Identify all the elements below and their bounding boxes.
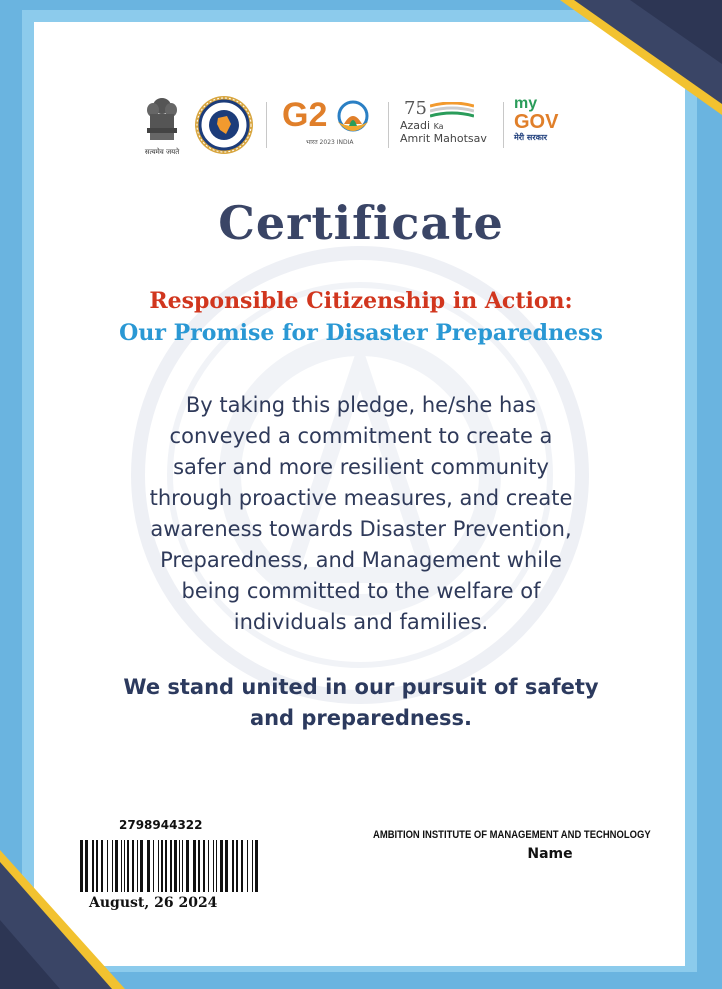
barcode-bar <box>115 840 118 892</box>
barcode-bar <box>153 840 154 892</box>
mygov-caption: मेरी सरकार <box>514 133 548 142</box>
tricolour-stripes-icon <box>430 102 474 118</box>
barcode-bar <box>241 840 243 892</box>
barcode-bar <box>137 840 138 892</box>
logo-divider <box>266 102 267 148</box>
institute-name: AMBITION INSTITUTE OF MANAGEMENT AND TECHNOLOGY <box>373 829 651 841</box>
barcode-bar <box>247 840 248 892</box>
barcode-bar <box>112 840 113 892</box>
emblem-caption: सत्यमेव जयते <box>144 148 180 156</box>
g20-caption: भारत 2023 INDIA <box>306 139 354 146</box>
g20-logo <box>282 98 378 158</box>
barcode-bar <box>186 840 189 892</box>
body-line: By taking this pledge, he/she has <box>185 393 537 417</box>
barcode-bar <box>124 840 125 892</box>
barcode-bar <box>216 840 217 892</box>
certificate-date: August, 26 2024 <box>89 895 218 911</box>
body-line: through proactive measures, and create <box>149 486 573 510</box>
ndma-seal-logo <box>193 94 255 156</box>
barcode-bar <box>174 840 177 892</box>
closing-statement <box>80 672 642 734</box>
body-line: being committed to the welfare of <box>181 579 541 603</box>
body-line: individuals and families. <box>233 610 489 634</box>
barcode-bar <box>158 840 159 892</box>
lion-capital-icon <box>140 96 184 142</box>
barcode-bar <box>161 840 163 892</box>
g20-text: G2 <box>282 96 328 134</box>
barcode-bar <box>255 840 258 892</box>
barcode-bar <box>147 840 150 892</box>
barcode-bar <box>170 840 172 892</box>
barcode-bar <box>220 840 223 892</box>
barcode-bar <box>121 840 122 892</box>
certificate-number: 2798944322 <box>119 818 203 832</box>
barcode-bar <box>198 840 200 892</box>
closing-line: We stand united in our pursuit of safety <box>123 675 599 699</box>
barcode-bar <box>107 840 108 892</box>
mygov-logo <box>514 96 584 156</box>
barcode-bar <box>203 840 205 892</box>
barcode-bar <box>179 840 180 892</box>
logo-divider <box>503 102 504 148</box>
closing-line: and preparedness. <box>249 706 473 730</box>
azadi-number: 75 <box>404 98 427 119</box>
national-emblem-logo <box>140 96 184 156</box>
barcode-bar <box>92 840 94 892</box>
azadi-text: Azadi <box>400 119 431 132</box>
barcode-bar <box>85 840 88 892</box>
mygov-my-text: my <box>514 95 538 112</box>
barcode-bar <box>193 840 196 892</box>
barcode-bar <box>236 840 238 892</box>
azadi-ka-text: Ka <box>433 122 444 131</box>
barcode-bar <box>165 840 167 892</box>
barcode-bar <box>182 840 183 892</box>
certificate-title: Certificate <box>218 196 504 250</box>
azadi-amrit-text: Amrit <box>400 132 431 145</box>
body-line: safer and more resilient community <box>173 455 549 479</box>
barcode-bar <box>252 840 253 892</box>
barcode-bar <box>132 840 134 892</box>
logo-strip <box>0 94 722 164</box>
certificate-subtitle-line2: Our Promise for Disaster Preparedness <box>119 320 603 346</box>
g20-lotus-globe-icon <box>332 100 374 138</box>
barcode-bar <box>140 840 143 892</box>
signer-name: Name <box>527 846 573 862</box>
barcode <box>80 840 260 892</box>
body-line: conveyed a commitment to create a <box>169 424 553 448</box>
logo-divider <box>388 102 389 148</box>
barcode-bar <box>101 840 103 892</box>
body-line: Preparedness, and Management while <box>160 548 562 572</box>
barcode-bar <box>96 840 98 892</box>
barcode-bar <box>232 840 234 892</box>
barcode-bar <box>213 840 214 892</box>
certificate-body <box>90 390 632 638</box>
azadi-ka-amrit-mahotsav-logo <box>400 98 496 158</box>
barcode-bar <box>208 840 209 892</box>
body-line: awareness towards Disaster Prevention, <box>150 517 572 541</box>
azadi-mahotsav-text: Mahotsav <box>433 132 487 145</box>
mygov-gov-text: GOV <box>514 111 559 133</box>
barcode-bar <box>127 840 129 892</box>
barcode-bar <box>225 840 228 892</box>
barcode-bar <box>80 840 83 892</box>
certificate-subtitle-line1: Responsible Citizenship in Action: <box>149 288 573 314</box>
